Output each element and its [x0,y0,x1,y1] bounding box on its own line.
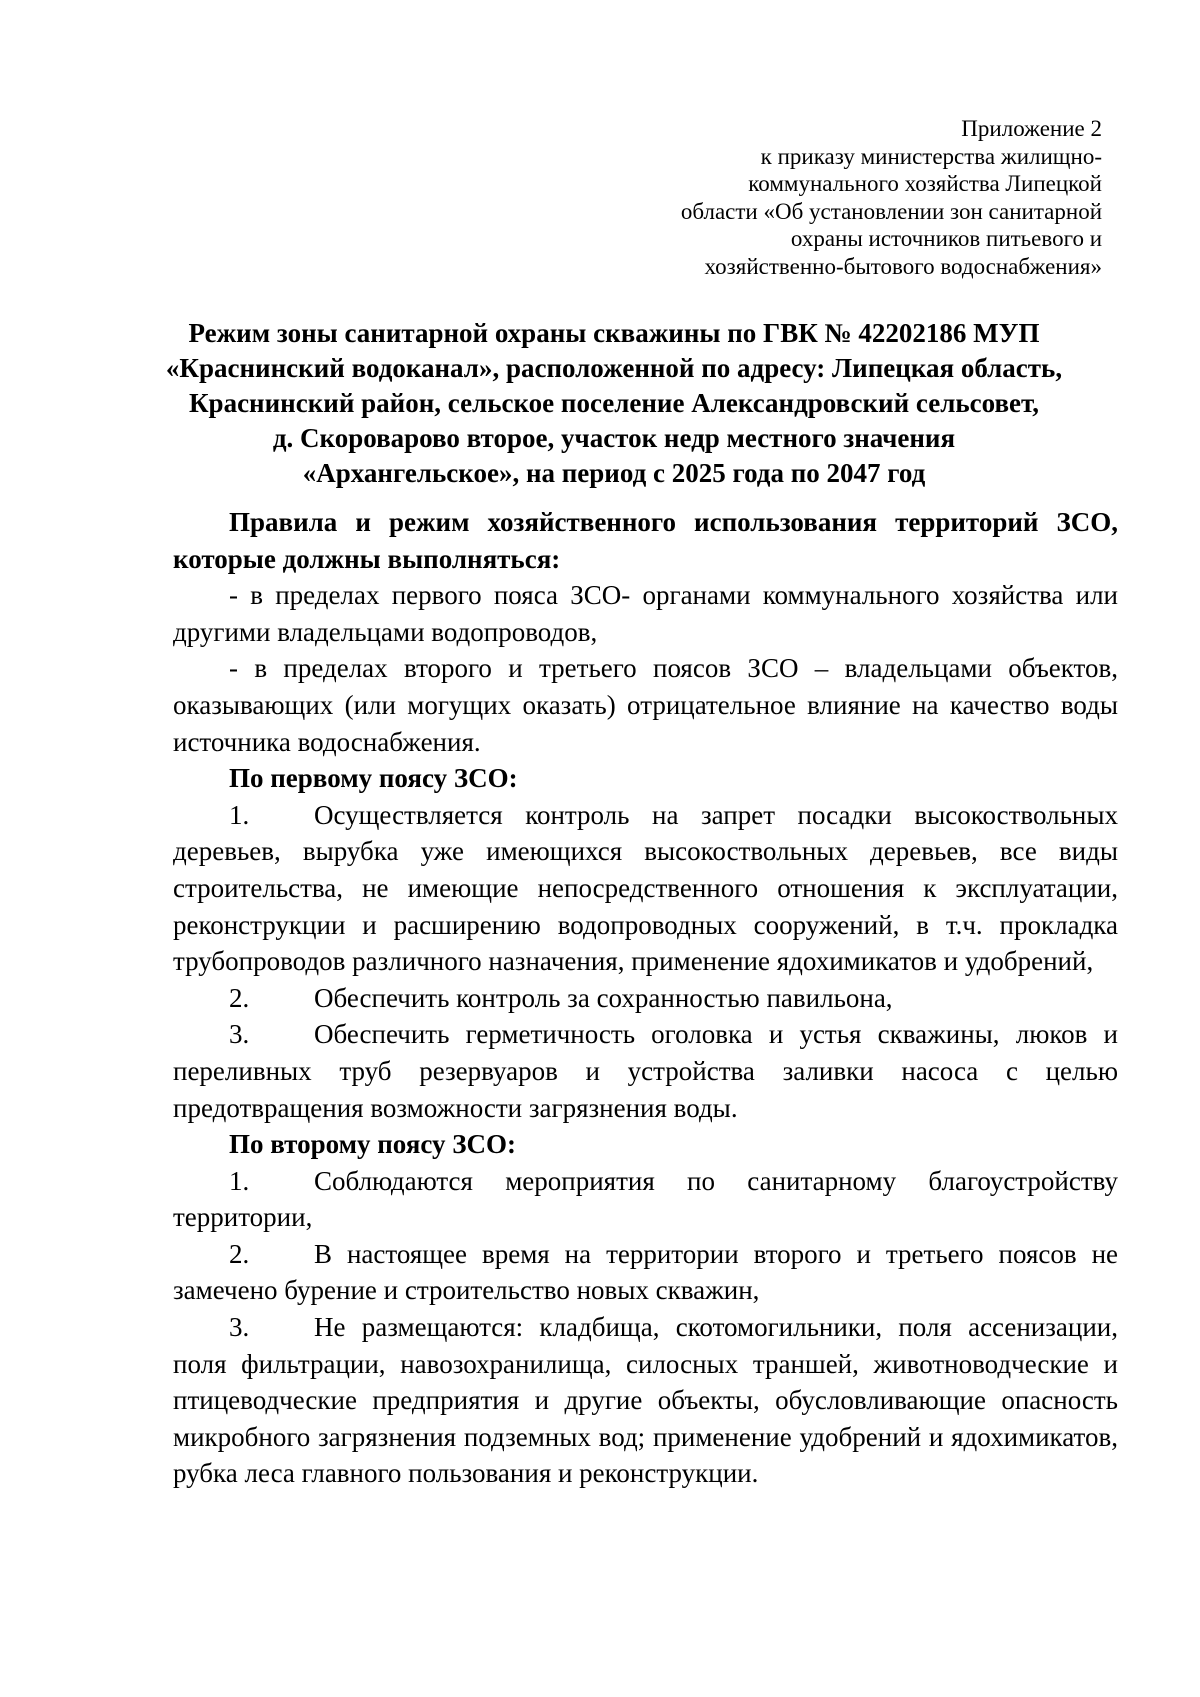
title-line: Краснинский район, сельское поселение Александровский сельсовет, [188,388,1040,418]
list-item [173,797,1118,980]
item-text: Осуществляется контроль на запрет посадки высокоствольных деревьев, вырубка уже имеющихся высокоствольных деревьев, все виды строительства, не имеющие непосредственного отношения к эксплуатации, реконструкции и расширению водопроводных сооружений, в т.ч. прокладка трубопроводов различного назначения, применение ядохимикатов и удобрений, [173,799,1118,977]
zone2-heading: По второму поясу ЗСО: [229,1129,516,1160]
item-text: Соблюдаются мероприятия по санитарному благоустройству территории, [173,1165,1118,1233]
title-line: «Архангельское», на период с 2025 года по 2047 год [302,458,926,488]
item-number: 1. [229,799,250,830]
list-item [173,1309,1118,1492]
title-line: «Краснинский водоканал», расположенной по адресу: Липецкая область, [165,353,1063,383]
item-number: 1. [229,1165,250,1196]
item-number: 2. [229,982,250,1013]
rules-heading: Правила и режим хозяйственного использования территорий ЗСО, которые должны выполняться: [173,507,1118,574]
appendix-line: хозяйственно-бытового водоснабжения» [704,253,1102,279]
appendix-line: области «Об установлении зон санитарной [680,198,1102,224]
list-item [173,1163,1118,1236]
appendix-line: к приказу министерства жилищно- [760,143,1102,169]
item-text: Не размещаются: кладбища, скотомогильники, поля ассенизации, поля фильтрации, навозохранилища, силосных траншей, животноводческие и птицеводческие предприятия и другие объекты, обусловливающие опасность микробного загрязнения подземных вод; применение удобрений и ядохимикатов, рубка леса главного пользования и реконструкции. [173,1312,1118,1489]
document-title [150,316,1078,491]
list-item [173,980,1118,1017]
document-body [173,504,1118,1492]
item-text: Обеспечить контроль за сохранностью павильона, [314,982,893,1013]
zone1-heading: По первому поясу ЗСО: [229,763,518,794]
item-number: 3. [229,1312,250,1343]
intro-paragraph: - в пределах второго и третьего поясов ЗСО – владельцами объектов, оказывающих (или могущих оказать) отрицательное влияние на качество воды источника водоснабжения. [173,653,1118,757]
appendix-line: охраны источников питьевого и [790,226,1102,251]
item-text: Обеспечить герметичность оголовка и устья скважины, люков и переливных труб резервуаров и устройства заливки насоса с целью предотвращения возможности загрязнения воды. [173,1019,1118,1123]
title-line: Режим зоны санитарной охраны скважины по ГВК № 42202186 МУП [188,318,1040,348]
appendix-block [502,115,1102,280]
list-item [173,1016,1118,1126]
item-number: 2. [229,1238,250,1269]
item-text: В настоящее время на территории второго и третьего поясов не замечено бурение и строительство новых скважин, [173,1238,1118,1306]
appendix-line: коммунального хозяйства Липецкой [748,171,1102,196]
title-line: д. Скороварово второе, участок недр местного значения [272,423,956,453]
intro-paragraph: - в пределах первого пояса ЗСО- органами коммунального хозяйства или другими владельцами водопроводов, [173,580,1118,647]
item-number: 3. [229,1019,250,1050]
list-item [173,1236,1118,1309]
appendix-line: Приложение 2 [961,116,1102,141]
